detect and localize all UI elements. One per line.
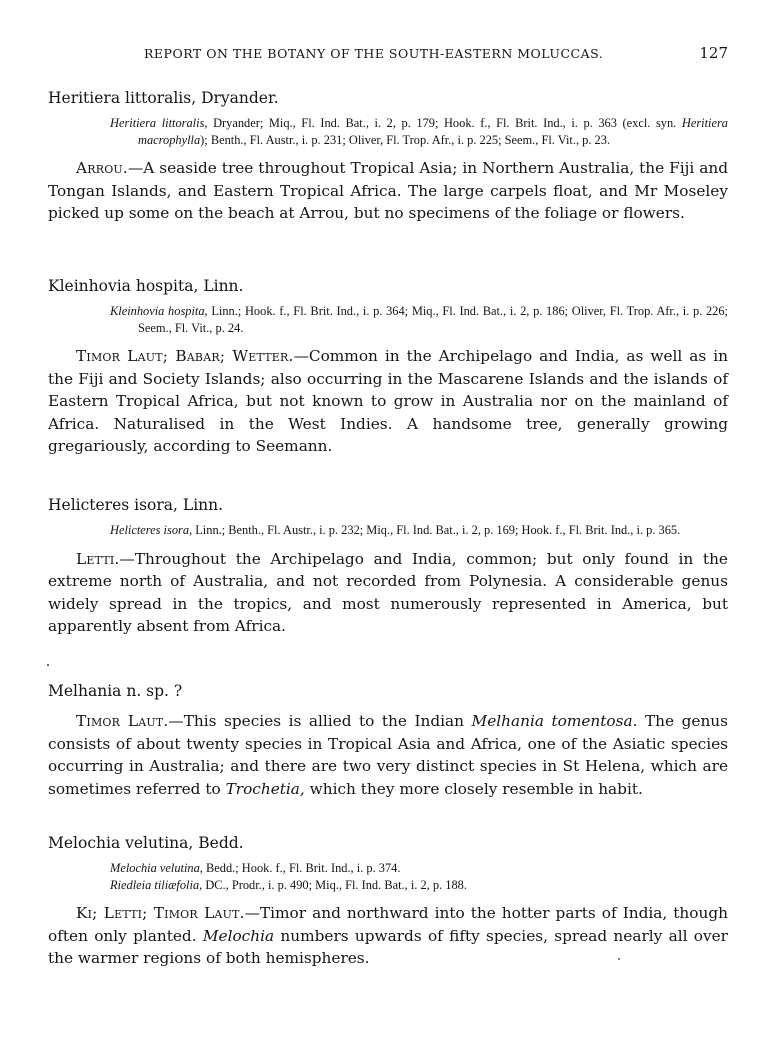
species-entry-melhania [48, 681, 728, 800]
citation-block [110, 303, 728, 336]
note-text: which they more closely resemble in habit. [304, 779, 643, 798]
citation-text: DC., Prodr., i. p. 490; Miq., Fl. Ind. Bat., i. 2, p. 188. [202, 877, 467, 892]
locality: Letti. [76, 549, 120, 568]
citation-text: Dryander; Miq., Fl. Ind. Bat., i. 2, p. 179; Hook. f., Fl. Brit. Ind., i. p. 363 (excl. syn. [207, 116, 682, 130]
running-title: REPORT ON THE BOTANY OF THE SOUTH-EASTERN MOLUCCAS. [144, 46, 604, 61]
print-speck [618, 958, 620, 960]
note-text: —Timor and northward into the hotter parts of India, though often only planted. [48, 904, 728, 945]
note-text: —Throughout the Archipelago and India, common; but only found in the extreme north of Australia, and not recorded from Polynesia. A considerable genus widely spread in the tropics, and most numerously represented in America, but apparently absent from Africa. [48, 549, 728, 635]
species-entry-kleinhovia [48, 276, 728, 458]
citation-line [110, 522, 728, 539]
species-notes [48, 710, 728, 800]
species-entry-heritiera [48, 88, 728, 225]
species-notes [48, 345, 728, 458]
citation-italic: Heritiera littoralis, [110, 116, 208, 130]
species-entry-helicteres [48, 495, 728, 638]
locality: Timor Laut. [76, 712, 169, 730]
species-name: Kleinhovia hospita, Linn. [48, 277, 244, 295]
citation-block [110, 115, 728, 148]
species-notes [48, 157, 728, 225]
species-notes [48, 902, 728, 970]
note-text: numbers upwards of fifty species, spread nearly all over the warmer regions of both hemispheres. [48, 926, 728, 967]
citation-italic: Helicteres isora, [110, 523, 193, 537]
species-name: Helicteres isora, Linn. [48, 496, 224, 514]
citation-text: Bedd.; Hook. f., Fl. Brit. Ind., i. p. 374. [202, 861, 401, 875]
citation-line [110, 877, 728, 894]
citation-block [110, 522, 728, 539]
citation-text: ); Benth., Fl. Austr., i. p. 231; Oliver, Fl. Trop. Afr., i. p. 225; Seem., Fl. Vit., p. 23. [200, 132, 611, 147]
locality: Ki; Letti; Timor Laut. [76, 904, 245, 922]
citation-italic: Melochia velutina, [110, 861, 203, 875]
species-notes [48, 548, 728, 638]
citation-italic: Kleinhovia hospita, [110, 304, 208, 318]
citation-italic: Heritiera macrophylla [138, 116, 728, 147]
note-italic: Melhania tomentosa. [471, 712, 638, 730]
citation-line [110, 860, 728, 877]
note-italic: Trochetia, [225, 779, 305, 798]
locality: Arrou. [76, 159, 128, 177]
note-text: —This species is allied to the Indian [168, 712, 472, 730]
citation-italic: Riedleia tiliæfolia, [110, 877, 203, 892]
citation-line [110, 115, 728, 148]
citation-text: Linn.; Hook. f., Fl. Brit. Ind., i. p. 364; Miq., Fl. Ind. Bat., i. 2, p. 186; Oliver, Fl. Trop. Afr., i. p. 226; Seem., Fl. Vit., p. 24. [138, 304, 728, 335]
page-number: 127 [699, 44, 728, 62]
note-text: —A seaside tree throughout Tropical Asia; in Northern Australia, the Fiji and Tongan Islands, and Eastern Tropical Africa. The large carpels float, and Mr Moseley picked up some on the beach at Arrou, but no specimens of the foliage or flowers. [48, 159, 728, 222]
running-head [48, 46, 728, 66]
note-italic: Melochia [202, 926, 275, 945]
locality: Timor Laut; Babar; Wetter. [76, 347, 294, 365]
note-text: —Common in the Archipelago and India, as well as in the Fiji and Society Islands; also occurring in the Mascarene Islands and the islands of Eastern Tropical Africa, but not known to grow in Australia nor on the mainland of Africa. Naturalised in the West Indies. A handsome tree, generally growing gregariously, according to Seemann. [48, 347, 729, 455]
note-text: The genus consists of about twenty species in Tropical Asia and Africa, one of the Asiatic species occurring in Australia; and there are two very distinct species in St Helena, which are sometimes referred to [48, 712, 728, 798]
citation-block [110, 860, 728, 893]
species-name: Melochia velutina, Bedd. [48, 834, 244, 852]
print-speck [47, 664, 49, 666]
citation-text: Linn.; Benth., Fl. Austr., i. p. 232; Miq., Fl. Ind. Bat., i. 2, p. 169; Hook. f., Fl. Brit. Ind., i. p. 365. [192, 523, 681, 537]
species-entry-melochia [48, 833, 728, 970]
citation-line [110, 303, 728, 336]
species-name: Heritiera littoralis, Dryander. [48, 89, 279, 107]
species-name: Melhania n. sp. ? [48, 682, 183, 700]
